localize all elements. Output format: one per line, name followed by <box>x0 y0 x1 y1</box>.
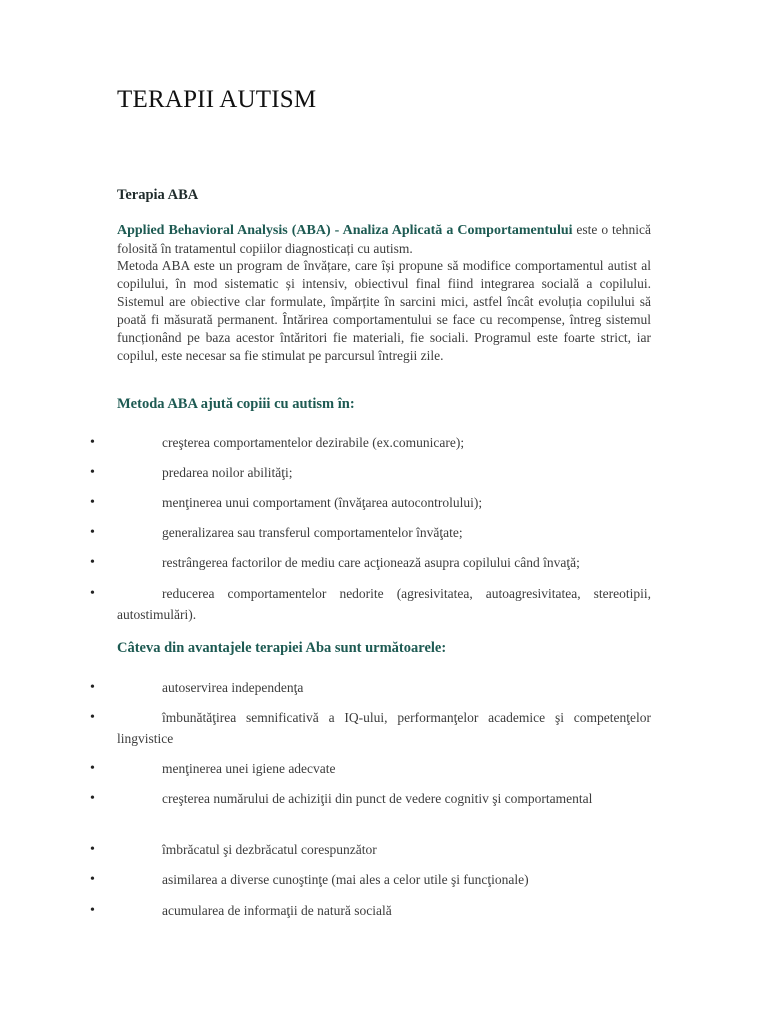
section-heading-helps: Metoda ABA ajută copiii cu autism în: <box>117 396 355 412</box>
method-paragraph: Metoda ABA este un program de învățare, care își propune să modifice comportamentul autist al copilului, în mod sistematic și intensiv, obiectivul final fiind integrarea socială a copilului. Sistemul are obiective clar formulate, împărțite în sarcini mici, astfel încât evoluția copilului să poată fi măsurată permanent. Întărirea comportamentului se face cu recompense, întreg sistemul funcționând pe baza acestor întăritori fie materiali, fie sociali. Programul este foarte strict, iar copilul, este necesar sa fie stimulat pe parcursul întregii zile. <box>117 258 651 363</box>
list-item: • reducerea comportamentelor nedorite (agresivitatea, autoagresivitatea, stereotipii, autostimulări). <box>117 583 651 625</box>
intro-bold-term: Applied Behavioral Analysis (ABA) - Analiza Aplicată a Comportamentului <box>117 223 573 238</box>
bullet-icon: • <box>90 761 95 776</box>
list-item: • îmbunătăţirea semnificativă a IQ-ului, performanţelor academice şi competenţelor lingvistice <box>117 707 651 749</box>
list-item: • autoservirea independenţa <box>117 677 651 698</box>
page-title: TERAPII AUTISM <box>117 86 317 113</box>
intro-rest-text: este o tehnică folosită în tratamentul copiilor diagnosticați cu autism. <box>117 222 651 256</box>
list-item: • îmbrăcatul şi dezbrăcatul corespunzător <box>117 839 651 860</box>
bullet-icon: • <box>90 680 95 695</box>
section-heading-aba: Terapia ABA <box>117 187 199 203</box>
list-item: • creşterea comportamentelor dezirabile (ex.comunicare); <box>117 432 651 453</box>
bullet-icon: • <box>90 495 95 510</box>
section-heading-advantages: Câteva din avantajele terapiei Aba sunt următoarele: <box>117 640 447 656</box>
list-item: • generalizarea sau transferul comportamentelor învăţate; <box>117 522 651 543</box>
bullet-icon: • <box>90 435 95 450</box>
list-item: • creşterea numărului de achiziţii din punct de vedere cognitiv şi comportamental <box>117 788 651 809</box>
intro-paragraph <box>117 221 651 258</box>
list-item: • asimilarea a diverse cunoştinţe (mai ales a celor utile şi funcţionale) <box>117 869 651 890</box>
bullet-icon: • <box>90 465 95 480</box>
bullet-icon: • <box>90 903 95 918</box>
bullet-icon: • <box>90 872 95 887</box>
list-item: • menţinerea unei igiene adecvate <box>117 758 651 779</box>
list-item: • acumularea de informaţii de natură socială <box>117 900 651 921</box>
bullet-icon: • <box>90 791 95 806</box>
list-item: • predarea noilor abilităţi; <box>117 462 651 483</box>
bullet-icon: • <box>90 842 95 857</box>
list-item: • menţinerea unui comportament (învăţarea autocontrolului); <box>117 492 651 513</box>
bullet-icon: • <box>90 525 95 540</box>
bullet-icon: • <box>90 586 95 601</box>
bullet-icon: • <box>90 555 95 570</box>
list-item: • restrângerea factorilor de mediu care acţionează asupra copilului când învaţă; <box>117 552 651 573</box>
bullet-icon: • <box>90 710 95 725</box>
